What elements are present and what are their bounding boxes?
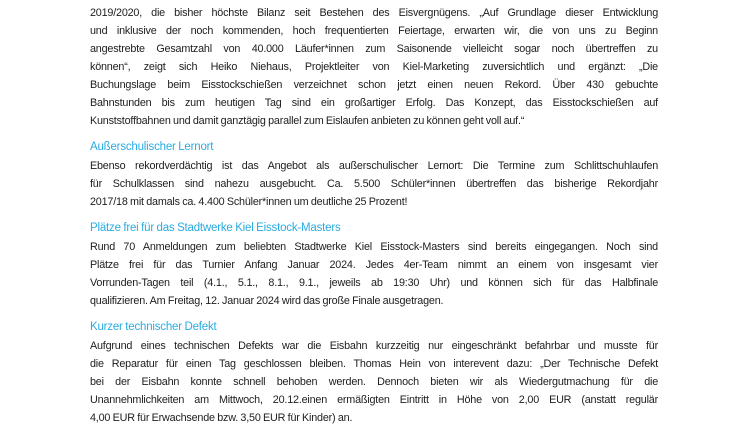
- section-paragraph-ausserschulischer-lernort: [90, 157, 658, 211]
- text-line: Buchungslage beim Eisstockschießen verzeichnet schon jetzt einen neuen Rekord. Über 430 gebuchte: [90, 79, 658, 91]
- section-paragraph-technischer-defekt: [90, 337, 658, 427]
- text-line: Kunststoffbahnen und damit ganztägig parallel zum Eislaufen anbieten zu können geht voll auf.“: [90, 115, 525, 127]
- text-line: qualifizieren. Am Freitag, 12. Januar 2024 wird das große Finale ausgetragen.: [90, 295, 444, 307]
- text-line: 4,00 EUR für Erwachsende bzw. 3,50 EUR für Kinder) an.: [90, 412, 353, 424]
- section-heading-ausserschulischer-lernort: Außerschulischer Lernort: [90, 141, 214, 153]
- text-line: Plätze frei für das Turnier Anfang Januar 2024. Jedes 4er-Team nimmt an einem von insgesamt vier: [90, 259, 658, 271]
- text-line: 2017/18 mit damals ca. 4.400 Schüler*innen um deutliche 25 Prozent!: [90, 196, 408, 208]
- text-line: und inklusive der noch kommenden, hoch frequentierten Feiertage, erwarten wir, die von uns zu Beginn: [90, 25, 658, 37]
- text-line: Unannehmlichkeiten am Mittwoch, 20.12.einen ermäßigten Eintritt in Höhe von 2,00 EUR (anstatt regulär: [90, 394, 658, 406]
- section-heading-eisstock-masters: Plätze frei für das Stadtwerke Kiel Eisstock-Masters: [90, 222, 341, 234]
- section-heading-technischer-defekt: Kurzer technischer Defekt: [90, 321, 217, 333]
- text-line: die Reparatur für einen Tag geschlossen bleiben. Thomas Hein von interevent dazu: „Der Technische Defekt: [90, 358, 658, 370]
- text-line: Rund 70 Anmeldungen zum beliebten Stadtwerke Kiel Eisstock-Masters sind bereits eingegangen. Noch sind: [90, 241, 658, 253]
- text-line: angestrebte Gesamtzahl von 40.000 Läufer*innen zum Saisonende vielleicht sogar noch übertreffen zu: [90, 43, 658, 55]
- text-line: für Schulklassen sind nahezu ausgebucht. Ca. 5.500 Schüler*innen übertreffen das bisherige Rekordjahr: [90, 178, 658, 190]
- text-line: bei der Eisbahn konnte schnell behoben werden. Dennoch bieten wir als Wiedergutmachung für die: [90, 376, 658, 388]
- document-content: [90, 0, 658, 427]
- section-paragraph-eisstock-masters: [90, 238, 658, 310]
- text-line: Aufgrund eines technischen Defekts war die Eisbahn kurzzeitig nur eingeschränkt befahrbar und musste für: [90, 340, 658, 352]
- text-line: 2019/2020, die bisher höchste Bilanz seit Bestehen des Eisvergnügens. „Auf Grundlage dieser Entwicklung: [90, 7, 658, 19]
- text-line: Bahnstunden bis zum heutigen Tag sind ein großartiger Erfolg. Das Konzept, das Eisstockschießen auf: [90, 97, 658, 109]
- text-line: Vorrunden-Tagen teil (4.1., 5.1., 8.1., 9.1., jeweils ab 19:30 Uhr) und können sich für das Halbfinale: [90, 277, 658, 289]
- intro-paragraph: [90, 0, 658, 130]
- text-line: können“, zeigt sich Heiko Niehaus, Projektleiter von Kiel-Marketing zuversichtlich und ergänzt: „Die: [90, 61, 658, 73]
- text-line: Ebenso rekordverdächtig ist das Angebot als außerschulischer Lernort: Die Termine zum Schlittschuhlaufen: [90, 160, 658, 172]
